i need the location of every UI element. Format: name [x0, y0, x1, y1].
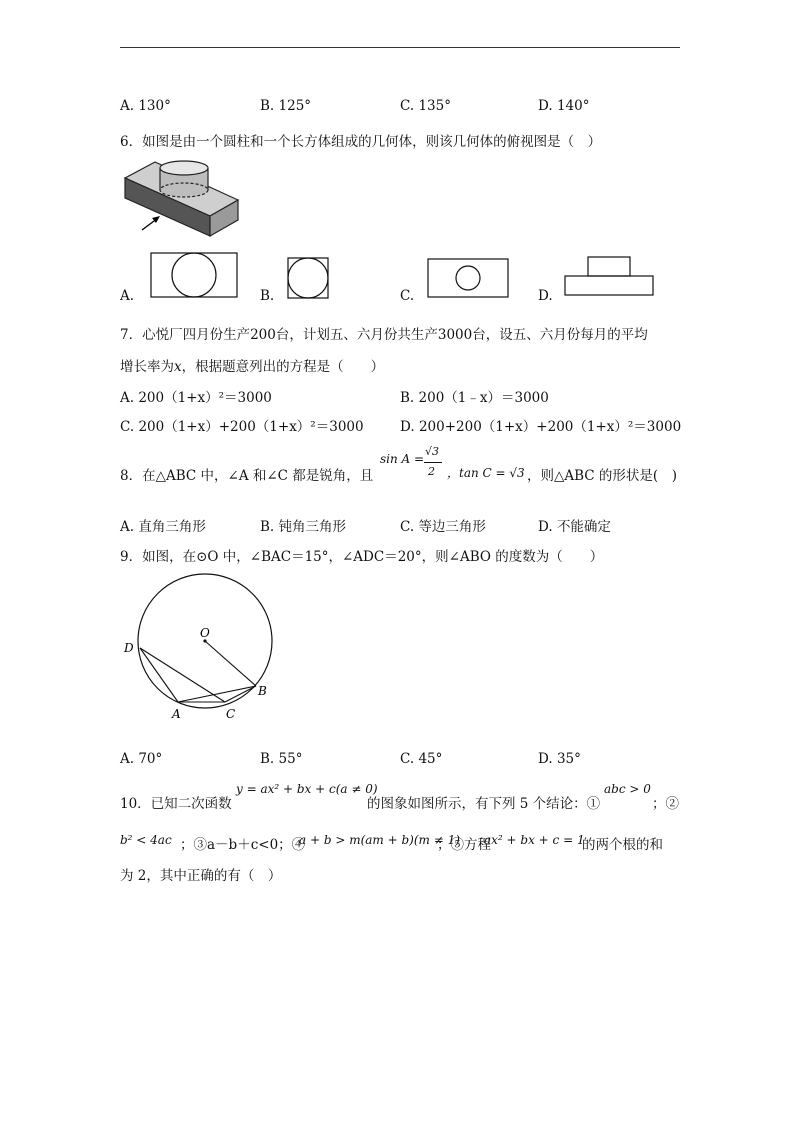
- q7-line1: 7．心悦厂四月份生产200台，计划五、六月份共生产3000台，设五、六月份每月的平均: [120, 327, 648, 343]
- option-text: 钝角三角形: [278, 519, 347, 535]
- q8-tan: ，tan C = √3: [447, 466, 525, 480]
- option-value: 135°: [418, 98, 451, 114]
- q10-l2-f: 的两个根的和: [582, 837, 663, 853]
- q7-line2-prefix: 增长率为: [120, 359, 174, 375]
- option-label: B.: [260, 519, 275, 535]
- q9-option-c[interactable]: [400, 751, 442, 767]
- q5-option-a[interactable]: [120, 98, 171, 114]
- option-text: 不能确定: [556, 519, 611, 535]
- option-label: A.: [120, 390, 135, 406]
- q7-option-d[interactable]: [400, 415, 681, 435]
- option-label: C.: [400, 519, 415, 535]
- option-text: 55°: [278, 751, 303, 767]
- option-value: 125°: [278, 98, 312, 114]
- q5-option-d[interactable]: [538, 98, 589, 114]
- q10-l1-a: 10．已知二次函数: [120, 796, 232, 812]
- q8-option-c[interactable]: [400, 515, 486, 535]
- q8-option-a[interactable]: [120, 515, 206, 535]
- q8-sin: sin A =: [380, 452, 425, 466]
- option-label: D.: [538, 751, 553, 767]
- option-label: A.: [120, 98, 135, 114]
- q5-option-b[interactable]: [260, 98, 311, 114]
- q9-label-d: D: [124, 641, 134, 655]
- option-label: D.: [538, 519, 553, 535]
- q8-sin-num: √3: [425, 445, 440, 458]
- q7-var: x: [174, 359, 182, 375]
- q10-eq2: ax² + bx + c = 1: [484, 833, 585, 847]
- q6-option-b-figure: [287, 257, 331, 301]
- option-label: A.: [120, 519, 135, 535]
- q6-option-b-label[interactable]: B.: [260, 288, 275, 304]
- option-label: C.: [400, 98, 415, 114]
- option-text: 200（1+x）²＝3000: [138, 390, 272, 406]
- option-value: 140°: [556, 98, 590, 114]
- option-text: 70°: [138, 751, 163, 767]
- option-label: C.: [120, 419, 135, 435]
- q8-fraction-bar: [424, 462, 442, 463]
- option-text: 等边三角形: [418, 519, 486, 535]
- q10-b2: b² < 4ac: [120, 833, 172, 847]
- q7-option-c[interactable]: [120, 415, 364, 435]
- option-text: 35°: [556, 751, 581, 767]
- q6-option-a-figure: [150, 252, 240, 300]
- q5-option-c[interactable]: [400, 98, 451, 114]
- option-label: B.: [260, 98, 275, 114]
- option-value: 130°: [138, 98, 171, 114]
- option-label: D.: [538, 98, 553, 114]
- q6-solid-figure: [120, 156, 245, 241]
- q9-label-c: C: [226, 707, 236, 721]
- q9-stem: 9．如图，在⊙O 中，∠BAC＝15°，∠ADC＝20°，则∠ABO 的度数为（ ）: [120, 549, 604, 565]
- q9-option-a[interactable]: [120, 751, 162, 767]
- q9-circle-figure: [120, 572, 290, 727]
- q8-option-b[interactable]: [260, 515, 346, 535]
- q10-l1-b: 的图象如图所示，有下列 5 个结论：①: [367, 796, 601, 812]
- q6-option-a-label[interactable]: A.: [120, 288, 135, 304]
- q10-l1-d: ；②: [652, 796, 679, 812]
- q6-option-c-figure: [427, 258, 511, 300]
- q9-label-a: A: [172, 707, 181, 721]
- q6-option-d-figure: [564, 256, 656, 298]
- q10-l2-b: ；③a－b＋c<0；④: [180, 837, 306, 853]
- q8-suffix: ，则△ABC 的形状是( ): [527, 468, 677, 484]
- q7-line2: [120, 355, 384, 375]
- option-label: B.: [260, 751, 275, 767]
- q8-option-d[interactable]: [538, 515, 611, 535]
- option-label: D.: [400, 419, 415, 435]
- option-label: B.: [400, 390, 415, 406]
- q10-equation: y = ax² + bx + c(a ≠ 0): [236, 782, 378, 796]
- option-text: 直角三角形: [138, 519, 206, 535]
- q7-option-b[interactable]: [400, 386, 549, 406]
- option-text: 200（1+x）+200（1+x）²＝3000: [138, 419, 364, 435]
- q7-option-a[interactable]: [120, 386, 272, 406]
- q9-option-b[interactable]: [260, 751, 302, 767]
- q6-option-d-label[interactable]: D.: [538, 288, 553, 304]
- q9-label-o: O: [200, 626, 210, 640]
- option-label: C.: [400, 751, 415, 767]
- q10-abc: abc > 0: [604, 782, 651, 796]
- q9-option-d[interactable]: [538, 751, 581, 767]
- q8-prefix: 8．在△ABC 中，∠A 和∠C 都是锐角，且: [120, 468, 374, 484]
- option-text: 45°: [418, 751, 443, 767]
- q7-line2-suffix: ，根据题意列出的方程是（ ）: [181, 359, 385, 375]
- q10-l3: 为 2，其中正确的有（ ）: [120, 868, 282, 884]
- q10-ineq: a + b > m(am + b)(m ≠ 1): [299, 833, 460, 847]
- q8-sin-den: 2: [428, 465, 435, 478]
- option-text: 200（1﹣x）＝3000: [418, 390, 549, 406]
- q9-label-b: B: [258, 684, 267, 698]
- q10-l2-d: ；⑤方程: [437, 837, 491, 853]
- option-label: A.: [120, 751, 135, 767]
- option-text: 200+200（1+x）+200（1+x）²＝3000: [418, 419, 682, 435]
- header-rule: [120, 47, 680, 48]
- q6-stem: 6．如图是由一个圆柱和一个长方体组成的几何体，则该几何体的俯视图是（ ）: [120, 134, 602, 150]
- q6-option-c-label[interactable]: C.: [400, 288, 415, 304]
